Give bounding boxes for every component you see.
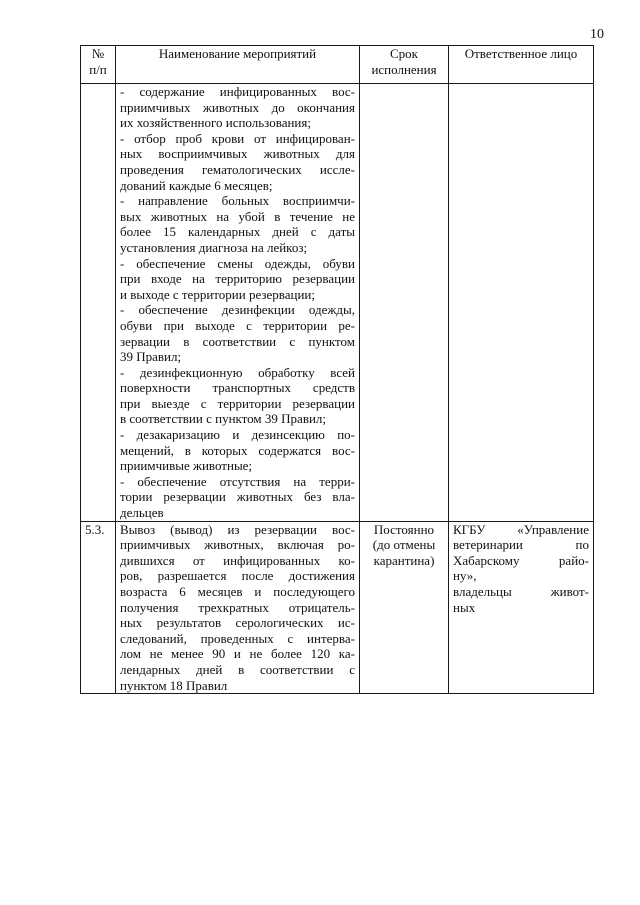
- text-line: приимчивых животных до окончания: [120, 99, 355, 115]
- text-line: 39 Правил;: [120, 349, 182, 365]
- row-number-text: 5.3.: [85, 521, 105, 537]
- row-responsible-cell: [449, 84, 594, 522]
- row-responsible-cell: [449, 521, 594, 694]
- text-line: - обеспечение отсутствия на терри-: [120, 473, 355, 489]
- text-line: - направление больных восприимчи-: [120, 193, 355, 209]
- text-line: мещений, в которых содержатся вос-: [120, 442, 355, 458]
- text-line: поверхности транспортных средств: [120, 380, 355, 396]
- text-line: лом не менее 90 и не более 120 ка-: [120, 646, 355, 662]
- text-line: пунктом 18 Правил: [120, 677, 228, 693]
- header-number-line: №: [91, 46, 105, 61]
- row-name-cell: [116, 84, 360, 522]
- header-responsible: [449, 46, 594, 84]
- page-number: 10: [590, 27, 604, 42]
- text-line: более 15 календарных дней с даты: [120, 224, 355, 240]
- text-line: - обеспечение дезинфекции одежды,: [120, 302, 355, 318]
- text-line: дований каждые 6 месяцев;: [120, 177, 273, 193]
- text-line: - дезинфекционную обработку всей: [120, 364, 355, 380]
- term-line: карантина): [373, 552, 435, 568]
- text-line: при выезде с территории резервации: [120, 395, 355, 411]
- text-line: ных восприимчивых животных для: [120, 146, 355, 162]
- text-line: - содержание инфицированных вос-: [120, 84, 355, 99]
- header-number-line: п/п: [89, 61, 107, 77]
- row-number-cell: [81, 84, 116, 522]
- text-line: ров, разрешается после достижения: [120, 568, 355, 584]
- table-row: [81, 521, 594, 694]
- header-responsible-text: Ответственное лицо: [464, 46, 578, 61]
- text-line: лендарных дней в соответствии с: [120, 661, 355, 677]
- header-term: [360, 46, 449, 84]
- measures-table: [80, 45, 594, 694]
- header-term-line: Срок: [390, 46, 418, 61]
- responsible-line: владельцы живот-: [453, 584, 589, 599]
- row-term-cell: [360, 521, 449, 694]
- text-line: тории резервации животных без вла-: [120, 489, 355, 505]
- text-line: приимчивые животные;: [120, 458, 253, 474]
- text-line: их хозяйственного использования;: [120, 115, 311, 131]
- responsible-line: ветеринарии по: [453, 537, 589, 553]
- responsible-line: ных: [453, 599, 476, 615]
- header-number: [81, 46, 116, 84]
- row-name-cell: [116, 521, 360, 694]
- text-line: - отбор проб крови от инфицирован-: [120, 130, 355, 146]
- table-row: [81, 84, 594, 522]
- table-header-row: [81, 46, 594, 84]
- text-line: зервации в соответствии с пунктом: [120, 333, 355, 349]
- text-line: получения трехкратных отрицатель-: [120, 599, 355, 615]
- term-line: (до отмены: [372, 537, 436, 553]
- responsible-line: КГБУ «Управление: [453, 521, 589, 537]
- header-name: [116, 46, 360, 84]
- text-line: - обеспечение смены одежды, обуви: [120, 255, 355, 271]
- responsible-line: Хабарскому райо-: [453, 552, 589, 568]
- header-term-line: исполнения: [371, 61, 437, 77]
- text-line: возраста 6 месяцев и последующего: [120, 584, 355, 599]
- text-line: вых животных на убой в течение не: [120, 208, 355, 224]
- text-line: проведения гематологических иссле-: [120, 161, 355, 177]
- row-number-cell: [81, 521, 116, 694]
- term-line: Постоянно: [373, 521, 435, 537]
- row-term-cell: [360, 84, 449, 522]
- header-name-text: Наименование мероприятий: [158, 46, 317, 61]
- text-line: приимчивых животных, включая ро-: [120, 537, 355, 553]
- text-line: в соответствии с пунктом 39 Правил;: [120, 411, 327, 427]
- text-line: установления диагноза на лейкоз;: [120, 239, 308, 255]
- responsible-line: ну»,: [453, 568, 477, 584]
- text-line: дельцев: [120, 505, 164, 521]
- text-line: дившихся от инфицированных ко-: [120, 552, 355, 568]
- text-line: обуви при выходе с территории ре-: [120, 317, 355, 333]
- text-line: Вывоз (вывод) из резервации вос-: [120, 521, 355, 537]
- text-line: - дезакаризацию и дезинсекцию по-: [120, 427, 355, 443]
- text-line: при входе на территорию резервации: [120, 271, 355, 287]
- text-line: и выходе с территории резервации;: [120, 286, 315, 302]
- text-line: следований, проведенных с интерва-: [120, 630, 355, 646]
- text-line: ных результатов серологических ис-: [120, 615, 355, 631]
